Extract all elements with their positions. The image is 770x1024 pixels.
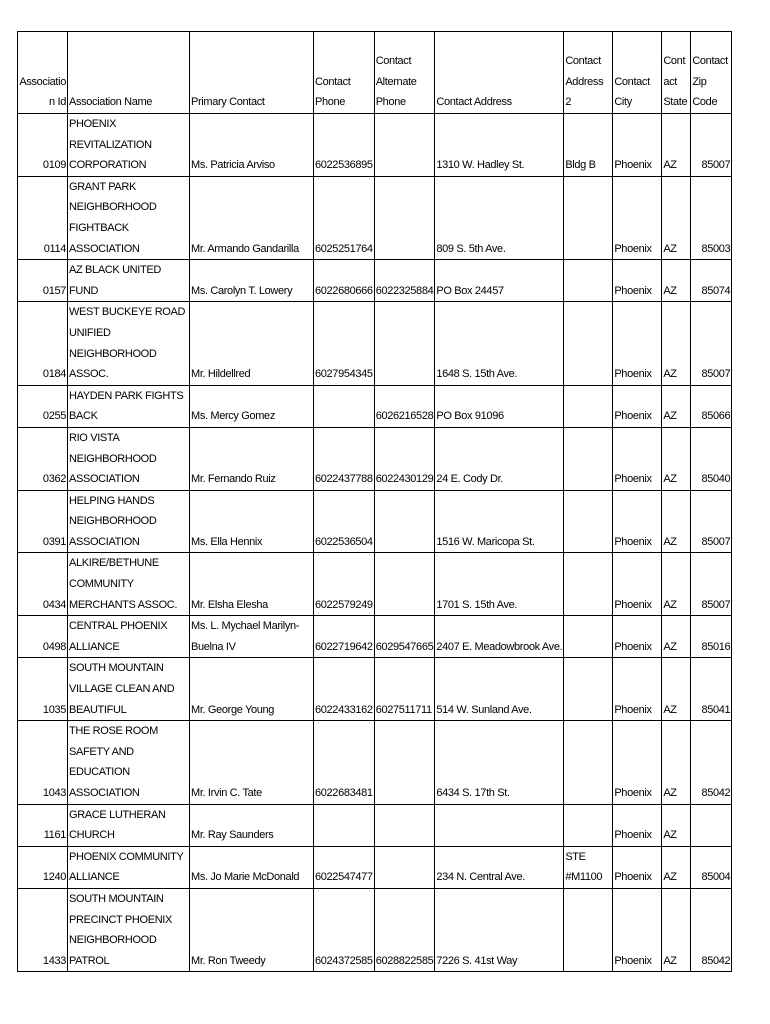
- cell-contact-zip-code: 85041: [691, 658, 732, 721]
- table-row: [18, 616, 732, 658]
- cell-association-name: THE ROSE ROOM SAFETY AND EDUCATION ASSOCIATION: [68, 721, 190, 804]
- cell-contact-state: AZ: [662, 490, 691, 553]
- cell-contact-state: AZ: [662, 721, 691, 804]
- cell-contact-city: Phoenix: [613, 260, 662, 302]
- table-row: [18, 427, 732, 490]
- cell-association-name: AZ BLACK UNITED FUND: [68, 260, 190, 302]
- cell-contact-state: AZ: [662, 553, 691, 616]
- cell-contact-address: PO Box 91096: [435, 385, 564, 427]
- cell-contact-state: AZ: [662, 302, 691, 385]
- table-row: [18, 176, 732, 259]
- table-row: [18, 846, 732, 888]
- cell-contact-city: Phoenix: [613, 385, 662, 427]
- cell-contact-address: 234 N. Central Ave.: [435, 846, 564, 888]
- cell-contact-phone: 6022433162: [314, 658, 375, 721]
- cell-primary-contact: Ms. Jo Marie McDonald: [190, 846, 314, 888]
- col-header-contact-phone: Contact Phone: [314, 32, 375, 114]
- cell-contact-state: AZ: [662, 427, 691, 490]
- cell-contact-phone: 6022719642: [314, 616, 375, 658]
- cell-contact-phone: 6025251764: [314, 176, 375, 259]
- table-row: [18, 114, 732, 177]
- col-header-contact-address: Contact Address: [435, 32, 564, 114]
- table-row: [18, 302, 732, 385]
- cell-contact-address-2: [564, 721, 613, 804]
- cell-contact-address: 2407 E. Meadowbrook Ave.: [435, 616, 564, 658]
- cell-contact-address-2: STE #M1100: [564, 846, 613, 888]
- cell-contact-phone: 6027954345: [314, 302, 375, 385]
- cell-contact-phone: 6022536504: [314, 490, 375, 553]
- cell-contact-zip-code: 85042: [691, 721, 732, 804]
- cell-contact-city: Phoenix: [613, 176, 662, 259]
- cell-association-id: 0114: [18, 176, 68, 259]
- cell-primary-contact: Mr. Irvin C. Tate: [190, 721, 314, 804]
- cell-contact-city: Phoenix: [613, 114, 662, 177]
- cell-association-id: 1240: [18, 846, 68, 888]
- cell-association-id: 0362: [18, 427, 68, 490]
- cell-contact-zip-code: [691, 804, 732, 846]
- cell-association-name: GRACE LUTHERAN CHURCH: [68, 804, 190, 846]
- cell-contact-state: AZ: [662, 260, 691, 302]
- cell-contact-address: 1516 W. Maricopa St.: [435, 490, 564, 553]
- col-header-contact-city: Contact City: [613, 32, 662, 114]
- cell-association-name: PHOENIX REVITALIZATION CORPORATION: [68, 114, 190, 177]
- cell-contact-zip-code: 85074: [691, 260, 732, 302]
- cell-contact-address: [435, 804, 564, 846]
- cell-contact-alternate-phone: [374, 490, 435, 553]
- cell-contact-address: PO Box 24457: [435, 260, 564, 302]
- cell-contact-state: AZ: [662, 804, 691, 846]
- table-row: [18, 385, 732, 427]
- table-row: [18, 490, 732, 553]
- cell-contact-state: AZ: [662, 176, 691, 259]
- col-header-primary-contact: Primary Contact: [190, 32, 314, 114]
- cell-contact-alternate-phone: [374, 846, 435, 888]
- cell-contact-address-2: [564, 490, 613, 553]
- cell-contact-phone: 6022680666: [314, 260, 375, 302]
- cell-contact-phone: 6022547477: [314, 846, 375, 888]
- cell-association-name: WEST BUCKEYE ROAD UNIFIED NEIGHBORHOOD ASSOC.: [68, 302, 190, 385]
- cell-contact-alternate-phone: [374, 721, 435, 804]
- cell-contact-zip-code: 85042: [691, 888, 732, 971]
- cell-primary-contact: Mr. Armando Gandarilla: [190, 176, 314, 259]
- cell-contact-address: 7226 S. 41st Way: [435, 888, 564, 971]
- cell-contact-address: 1701 S. 15th Ave.: [435, 553, 564, 616]
- col-header-contact-zip-code: Contact Zip Code: [691, 32, 732, 114]
- cell-contact-address-2: [564, 553, 613, 616]
- cell-contact-zip-code: 85066: [691, 385, 732, 427]
- cell-primary-contact: Mr. Hildellred: [190, 302, 314, 385]
- cell-association-id: 0157: [18, 260, 68, 302]
- cell-association-name: RIO VISTA NEIGHBORHOOD ASSOCIATION: [68, 427, 190, 490]
- cell-contact-address-2: [564, 260, 613, 302]
- cell-contact-city: Phoenix: [613, 846, 662, 888]
- cell-contact-city: Phoenix: [613, 553, 662, 616]
- cell-association-id: 1161: [18, 804, 68, 846]
- cell-primary-contact: Ms. L. Mychael Marilyn-Buelna IV: [190, 616, 314, 658]
- cell-contact-address: 809 S. 5th Ave.: [435, 176, 564, 259]
- cell-contact-phone: 6022536895: [314, 114, 375, 177]
- cell-association-id: 0184: [18, 302, 68, 385]
- header-row: [18, 32, 732, 114]
- cell-contact-alternate-phone: [374, 176, 435, 259]
- cell-contact-city: Phoenix: [613, 658, 662, 721]
- table-body: [18, 114, 732, 972]
- cell-primary-contact: Ms. Carolyn T. Lowery: [190, 260, 314, 302]
- cell-association-name: SOUTH MOUNTAIN VILLAGE CLEAN AND BEAUTIFUL: [68, 658, 190, 721]
- cell-contact-alternate-phone: 6026216528: [374, 385, 435, 427]
- cell-association-id: 0434: [18, 553, 68, 616]
- cell-contact-phone: 6022683481: [314, 721, 375, 804]
- col-header-contact-alternate-phone: Contact Alternate Phone: [374, 32, 435, 114]
- table-row: [18, 658, 732, 721]
- table-row: [18, 721, 732, 804]
- cell-association-name: SOUTH MOUNTAIN PRECINCT PHOENIX NEIGHBORHOOD PATROL: [68, 888, 190, 971]
- cell-contact-state: AZ: [662, 658, 691, 721]
- table-row: [18, 804, 732, 846]
- cell-contact-alternate-phone: [374, 302, 435, 385]
- cell-contact-city: Phoenix: [613, 427, 662, 490]
- cell-contact-address-2: [564, 427, 613, 490]
- cell-association-id: 0255: [18, 385, 68, 427]
- cell-contact-zip-code: 85007: [691, 302, 732, 385]
- cell-contact-address: 24 E. Cody Dr.: [435, 427, 564, 490]
- cell-contact-city: Phoenix: [613, 490, 662, 553]
- cell-contact-city: Phoenix: [613, 804, 662, 846]
- cell-association-name: ALKIRE/BETHUNE COMMUNITY MERCHANTS ASSOC.: [68, 553, 190, 616]
- cell-contact-zip-code: 85007: [691, 553, 732, 616]
- cell-contact-address-2: [564, 302, 613, 385]
- cell-contact-address-2: [564, 385, 613, 427]
- cell-association-id: 0498: [18, 616, 68, 658]
- cell-contact-address: 1648 S. 15th Ave.: [435, 302, 564, 385]
- cell-contact-zip-code: 85004: [691, 846, 732, 888]
- cell-contact-zip-code: 85007: [691, 114, 732, 177]
- cell-association-id: 0109: [18, 114, 68, 177]
- cell-contact-zip-code: 85003: [691, 176, 732, 259]
- cell-contact-address: 6434 S. 17th St.: [435, 721, 564, 804]
- col-header-contact-state: Contact State: [662, 32, 691, 114]
- cell-contact-city: Phoenix: [613, 302, 662, 385]
- cell-association-name: GRANT PARK NEIGHBORHOOD FIGHTBACK ASSOCIATION: [68, 176, 190, 259]
- cell-contact-address-2: [564, 176, 613, 259]
- table-row: [18, 260, 732, 302]
- cell-contact-address-2: [564, 804, 613, 846]
- cell-primary-contact: Mr. Ray Saunders: [190, 804, 314, 846]
- cell-contact-alternate-phone: 6027511711: [374, 658, 435, 721]
- cell-association-name: PHOENIX COMMUNITY ALLIANCE: [68, 846, 190, 888]
- cell-association-id: 1043: [18, 721, 68, 804]
- cell-contact-address-2: [564, 888, 613, 971]
- cell-contact-state: AZ: [662, 114, 691, 177]
- cell-contact-state: AZ: [662, 385, 691, 427]
- col-header-association-name: Association Name: [68, 32, 190, 114]
- cell-contact-address: 514 W. Sunland Ave.: [435, 658, 564, 721]
- cell-association-name: HELPING HANDS NEIGHBORHOOD ASSOCIATION: [68, 490, 190, 553]
- table-row: [18, 888, 732, 971]
- cell-association-id: 1035: [18, 658, 68, 721]
- cell-primary-contact: Ms. Mercy Gomez: [190, 385, 314, 427]
- cell-contact-phone: 6022437788: [314, 427, 375, 490]
- cell-association-id: 0391: [18, 490, 68, 553]
- cell-contact-state: AZ: [662, 616, 691, 658]
- cell-contact-address-2: [564, 616, 613, 658]
- cell-primary-contact: Mr. Fernando Ruiz: [190, 427, 314, 490]
- cell-contact-address: 1310 W. Hadley St.: [435, 114, 564, 177]
- association-contacts-table: [17, 31, 732, 972]
- cell-contact-alternate-phone: [374, 804, 435, 846]
- cell-contact-address-2: [564, 658, 613, 721]
- col-header-contact-address-2: Contact Address 2: [564, 32, 613, 114]
- cell-contact-alternate-phone: 6022430129: [374, 427, 435, 490]
- cell-contact-state: AZ: [662, 846, 691, 888]
- cell-primary-contact: Mr. Elsha Elesha: [190, 553, 314, 616]
- cell-contact-city: Phoenix: [613, 616, 662, 658]
- cell-primary-contact: Ms. Ella Hennix: [190, 490, 314, 553]
- cell-contact-alternate-phone: 6022325884: [374, 260, 435, 302]
- cell-contact-phone: [314, 385, 375, 427]
- cell-association-name: HAYDEN PARK FIGHTS BACK: [68, 385, 190, 427]
- cell-contact-phone: 6022579249: [314, 553, 375, 616]
- cell-contact-city: Phoenix: [613, 888, 662, 971]
- cell-contact-address-2: Bldg B: [564, 114, 613, 177]
- cell-contact-alternate-phone: 6028822585: [374, 888, 435, 971]
- cell-contact-alternate-phone: 6029547665: [374, 616, 435, 658]
- cell-association-id: 1433: [18, 888, 68, 971]
- cell-primary-contact: Mr. Ron Tweedy: [190, 888, 314, 971]
- cell-contact-zip-code: 85016: [691, 616, 732, 658]
- cell-contact-zip-code: 85040: [691, 427, 732, 490]
- cell-contact-state: AZ: [662, 888, 691, 971]
- cell-primary-contact: Ms. Patricia Arviso: [190, 114, 314, 177]
- cell-contact-alternate-phone: [374, 553, 435, 616]
- col-header-association-id: Association Id: [18, 32, 68, 114]
- cell-contact-phone: 6024372585: [314, 888, 375, 971]
- cell-association-name: CENTRAL PHOENIX ALLIANCE: [68, 616, 190, 658]
- table-row: [18, 553, 732, 616]
- cell-contact-phone: [314, 804, 375, 846]
- cell-contact-alternate-phone: [374, 114, 435, 177]
- cell-primary-contact: Mr. George Young: [190, 658, 314, 721]
- cell-contact-city: Phoenix: [613, 721, 662, 804]
- cell-contact-zip-code: 85007: [691, 490, 732, 553]
